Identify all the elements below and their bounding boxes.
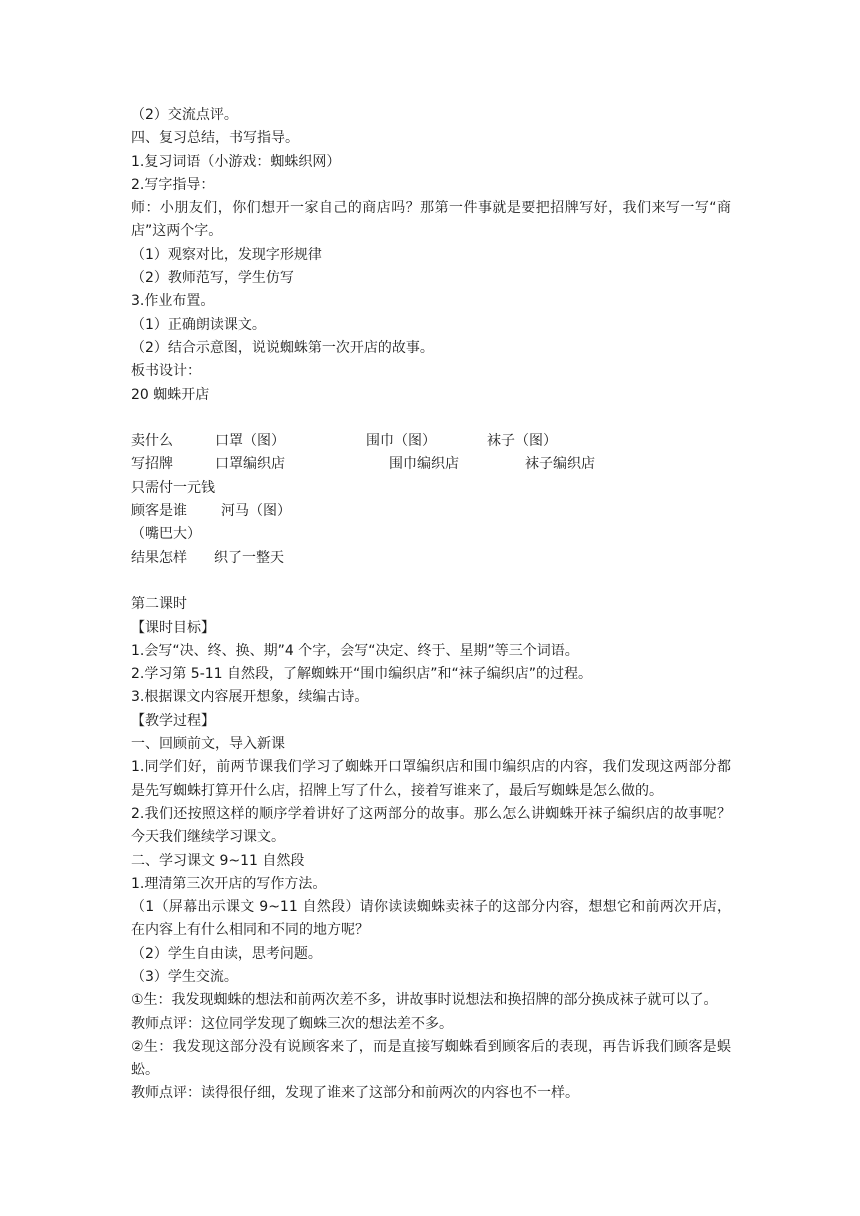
paragraph: ②生：我发现这部分没有说顾客来了，而是直接写蜘蛛看到顾客后的表现，再告诉我们顾客是蜈蚣。 — [131, 1038, 731, 1079]
text-line: 1.会写“决、终、换、期”4 个字，会写“决定、终于、星期”等三个词语。 — [131, 642, 579, 659]
board-cell: 围巾（图） — [366, 433, 436, 450]
board-cell: 袜子编织店 — [525, 456, 595, 473]
paragraph: 1.同学们好，前两节课我们学习了蜘蛛开口罩编织店和围巾编织店的内容，我们发现这两部分都是先写蜘蛛打算开什么店，招牌上写了什么，接着写谁来了，最后写蜘蛛是怎么做的。 — [131, 759, 731, 799]
text-line: 2.写字指导： — [131, 176, 215, 193]
board-cell: 口罩（图） — [215, 433, 285, 450]
text-line: 板书设计： — [131, 363, 201, 380]
text-line: （1）正确朗读课文。 — [131, 316, 266, 333]
text-line: （2）结合示意图，说说蜘蛛第一次开店的故事。 — [131, 339, 434, 356]
text-line: 3.根据课文内容展开想象，续编古诗。 — [131, 689, 369, 706]
text-line: 1.理清第三次开店的写作方法。 — [131, 875, 327, 892]
board-cell: 河马（图） — [221, 503, 291, 520]
text-line: 2.学习第 5-11 自然段，了解蜘蛛开“围巾编织店”和“袜子编织店”的过程。 — [131, 666, 593, 683]
text-line: （2）教师范写，学生仿写 — [131, 270, 294, 287]
text-line: （2）学生自由读，思考问题。 — [131, 945, 322, 962]
blank-line — [131, 407, 731, 430]
board-cell: 结果怎样 — [131, 549, 187, 566]
text-line: （1）观察对比，发现字形规律 — [131, 246, 322, 263]
paragraph: 2.我们还按照这样的顺序学着讲好了这两部分的故事。那么怎么讲蜘蛛开袜子编织店的故事呢？今天我们继续学习课文。 — [131, 805, 731, 846]
text-line: （3）学生交流。 — [131, 968, 238, 985]
text-line: 教师点评：这位同学发现了蜘蛛三次的想法差不多。 — [131, 1015, 453, 1032]
board-row — [131, 547, 731, 570]
section-heading: 二、学习课文 9~11 自然段 — [131, 852, 305, 869]
section-heading: 一、回顾前文，导入新课 — [131, 736, 285, 753]
text-line: 1.复习词语（小游戏：蜘蛛织网） — [131, 153, 341, 170]
section-heading: 四、复习总结，书写指导。 — [131, 130, 299, 147]
board-title: 20 蜘蛛开店 — [131, 386, 210, 403]
board-cell: 织了一整天 — [214, 549, 284, 566]
paragraph: 师：小朋友们，你们想开一家自己的商店吗？那第一件事就是要把招牌写好，我们来写一写“商店”这两个字。 — [131, 200, 731, 240]
board-cell: 袜子（图） — [487, 433, 557, 450]
section-heading: 【课时目标】 — [131, 619, 215, 636]
board-row: （嘴巴大） — [131, 526, 201, 543]
board-cell: 写招牌 — [131, 456, 173, 473]
board-row — [131, 430, 731, 453]
board-cell: 卖什么 — [131, 433, 173, 450]
paragraph: （1（屏幕出示课文 9~11 自然段）请你读读蜘蛛卖袜子的这部分内容，想想它和前两次开店，在内容上有什么相同和不同的地方呢？ — [131, 899, 731, 939]
section-heading: 第二课时 — [131, 596, 187, 613]
board-row: 只需付一元钱 — [131, 479, 215, 496]
board-cell: 口罩编织店 — [215, 456, 285, 473]
blank-line — [131, 570, 731, 593]
board-cell: 围巾编织店 — [389, 456, 459, 473]
text-line: （2）交流点评。 — [131, 107, 238, 123]
board-row — [131, 500, 731, 523]
board-cell: 顾客是谁 — [131, 503, 187, 520]
document-page — [131, 104, 731, 1106]
board-row — [131, 453, 731, 476]
text-line: 教师点评：读得很仔细，发现了谁来了这部分和前两次的内容也不一样。 — [131, 1085, 579, 1102]
text-line: 3.作业布置。 — [131, 293, 215, 310]
section-heading: 【教学过程】 — [131, 712, 215, 729]
paragraph: ①生：我发现蜘蛛的想法和前两次差不多，讲故事时说想法和换招牌的部分换成袜子就可以了。 — [131, 992, 718, 1009]
